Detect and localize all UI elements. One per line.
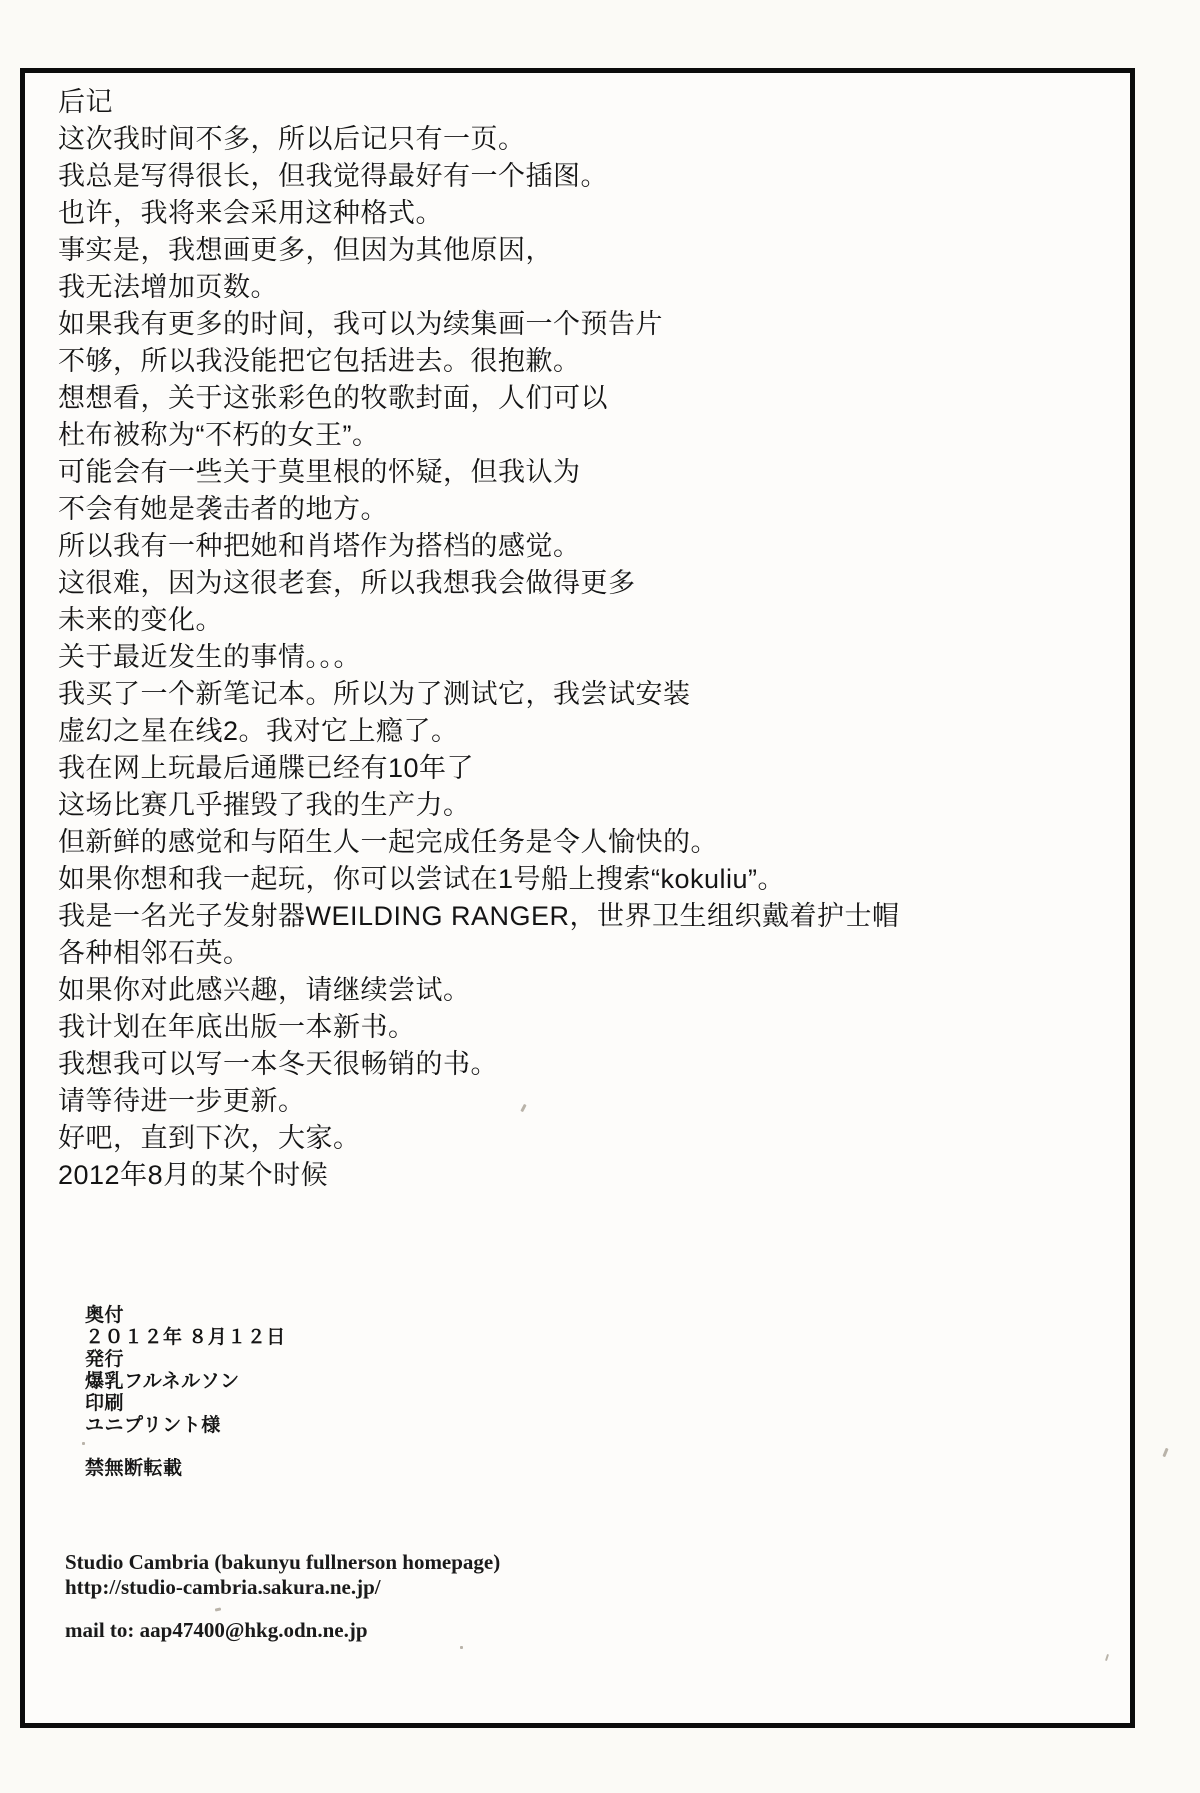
afterword-line: 想想看，关于这张彩色的牧歌封面，人们可以 bbox=[58, 383, 608, 413]
afterword-line: 请等待进一步更新。 bbox=[58, 1086, 306, 1116]
afterword-line: 我在网上玩最后通牒已经有10年了 bbox=[58, 753, 475, 783]
afterword-line: 我想我可以写一本冬天很畅销的书。 bbox=[58, 1049, 498, 1079]
page-border-frame bbox=[20, 68, 1135, 1728]
studio-name-line: Studio Cambria (bakunyu fullnerson homepage) bbox=[65, 1550, 501, 1574]
afterword-title: 后记 bbox=[58, 87, 113, 117]
colophon-line: ２０１２年 ８月１２日 bbox=[85, 1327, 286, 1348]
afterword-line: 未来的变化。 bbox=[58, 605, 223, 635]
colophon-line: ユニプリント様 bbox=[85, 1415, 221, 1436]
afterword-line: 事实是，我想画更多，但因为其他原因， bbox=[58, 235, 553, 265]
scan-speck bbox=[1162, 1448, 1168, 1457]
afterword-line: 这次我时间不多，所以后记只有一页。 bbox=[58, 124, 526, 154]
afterword-line: 2012年8月的某个时候 bbox=[58, 1160, 329, 1190]
afterword-line: 好吧，直到下次，大家。 bbox=[58, 1123, 361, 1153]
homepage-url-line: http://studio-cambria.sakura.ne.jp/ bbox=[65, 1575, 381, 1599]
afterword-line: 如果你想和我一起玩，你可以尝试在1号船上搜索“kokuliu”。 bbox=[58, 864, 786, 894]
colophon-lines bbox=[85, 1327, 286, 1437]
afterword-line: 这很难，因为这很老套，所以我想我会做得更多 bbox=[58, 568, 636, 598]
scan-speck bbox=[82, 1442, 85, 1445]
afterword-line: 如果你对此感兴趣，请继续尝试。 bbox=[58, 975, 471, 1005]
afterword-line: 可能会有一些关于莫里根的怀疑，但我认为 bbox=[58, 457, 581, 487]
colophon-line: 爆乳フルネルソン bbox=[85, 1371, 240, 1392]
mail-address-line: mail to: aap47400@hkg.odn.ne.jp bbox=[65, 1618, 368, 1642]
afterword-line: 虚幻之星在线2。我对它上瘾了。 bbox=[58, 716, 459, 746]
afterword-line: 如果我有更多的时间，我可以为续集画一个预告片 bbox=[58, 309, 663, 339]
afterword-text-block bbox=[58, 84, 900, 1194]
afterword-line: 各种相邻石英。 bbox=[58, 938, 251, 968]
afterword-line: 关于最近发生的事情。。。 bbox=[58, 642, 361, 672]
afterword-line: 杜布被称为“不朽的女王”。 bbox=[58, 420, 380, 450]
colophon-block bbox=[85, 1305, 286, 1480]
afterword-line: 不够，所以我没能把它包括进去。很抱歉。 bbox=[58, 346, 581, 376]
afterword-line: 但新鲜的感觉和与陌生人一起完成任务是令人愉快的。 bbox=[58, 827, 718, 857]
afterword-lines bbox=[58, 121, 900, 1194]
afterword-line: 我总是写得很长，但我觉得最好有一个插图。 bbox=[58, 161, 608, 191]
contact-block bbox=[65, 1550, 500, 1643]
afterword-line: 我无法增加页数。 bbox=[58, 272, 278, 302]
colophon-heading: 奥付 bbox=[85, 1305, 125, 1326]
reprint-prohibition-notice: 禁無断転載 bbox=[85, 1458, 183, 1479]
afterword-line: 我买了一个新笔记本。所以为了测试它，我尝试安装 bbox=[58, 679, 691, 709]
afterword-line: 不会有她是袭击者的地方。 bbox=[58, 494, 388, 524]
colophon-line: 発行 bbox=[85, 1349, 125, 1370]
colophon-line: 印刷 bbox=[85, 1393, 125, 1414]
afterword-line: 我是一名光子发射器WEILDING RANGER，世界卫生组织戴着护士帽 bbox=[58, 901, 900, 931]
scan-speck bbox=[460, 1646, 463, 1649]
afterword-line: 我计划在年底出版一本新书。 bbox=[58, 1012, 416, 1042]
afterword-line: 这场比赛几乎摧毁了我的生产力。 bbox=[58, 790, 471, 820]
afterword-line: 也许，我将来会采用这种格式。 bbox=[58, 198, 443, 228]
afterword-line: 所以我有一种把她和肖塔作为搭档的感觉。 bbox=[58, 531, 581, 561]
